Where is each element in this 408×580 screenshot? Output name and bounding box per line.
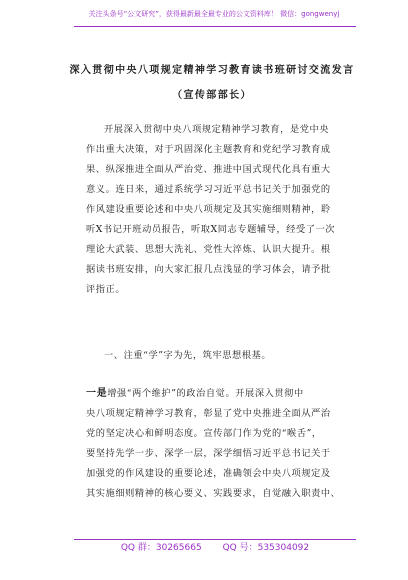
paragraph-line: 意义。连日来，通过系统学习习近平总书记关于加强党的 <box>86 184 331 195</box>
paragraph-line: 要坚持先学一步、深学一层，深学细悟习近平总书记关于 <box>86 448 331 459</box>
paragraph-line: 党的坚定决心和鲜明态度。宣传部门作为党的“喉舌”， <box>86 428 322 439</box>
footer-qq-group: QQ 群：30265665 <box>120 543 202 553</box>
paragraph-line: 加强党的作风建设的重要论述，准确领会中央八项规定及 <box>86 468 331 479</box>
paragraph-line: 听X书记开班动员报告，听取X同志专题辅导，经受了一次 <box>86 224 336 235</box>
footer-qq-number: QQ 号：535304092 <box>222 543 310 553</box>
paragraph-line: 央八项规定精神学习教育，彰显了党中央推进全面从严治 <box>86 408 331 419</box>
paragraph-line: 其实施细则精神的核心要义、实践要求，自觉融入职责中、 <box>86 488 341 499</box>
header-divider <box>74 26 356 27</box>
paragraph-line: 开展深入贯彻中央八项规定精神学习教育，是党中央 <box>104 124 330 135</box>
header-banner: 关注头条号“公文研究”，获得最新最全最专业的公文资料库！ 微信：gongwenyj <box>88 10 340 18</box>
section-paragraph <box>86 384 352 504</box>
document-subtitle: （宣传部部长） <box>172 90 252 101</box>
paragraph-line: 评指正。 <box>86 284 126 295</box>
paragraph-line: 据读书班安排，向大家汇报几点浅显的学习体会，请予批 <box>86 264 331 275</box>
lead-phrase: 一是 <box>86 388 108 399</box>
paragraph-first-line <box>86 384 352 404</box>
paragraph-line: 作出重大决策，对于巩固深化主题教育和党纪学习教育成 <box>86 144 331 155</box>
document-title: 深入贯彻中央八项规定精神学习教育读书班研讨交流发言 <box>69 65 355 76</box>
footer-banner <box>74 542 356 554</box>
footer-divider <box>74 539 356 540</box>
section-heading: 一、注重“学”字为先，筑牢思想根基。 <box>104 350 272 361</box>
intro-paragraph <box>86 120 352 300</box>
paragraph-line: 理论大武装、思想大洗礼、党性大淬炼、认识大提升。根 <box>86 244 331 255</box>
first-line-text: 增强“两个维护”的政治自觉。开展深入贯彻中 <box>107 388 304 399</box>
paragraph-line: 作风建设重要论述和中央八项规定及其实施细则精神，聆 <box>86 204 331 215</box>
paragraph-line: 果、纵深推进全面从严治党、推进中国式现代化具有重大 <box>86 164 331 175</box>
